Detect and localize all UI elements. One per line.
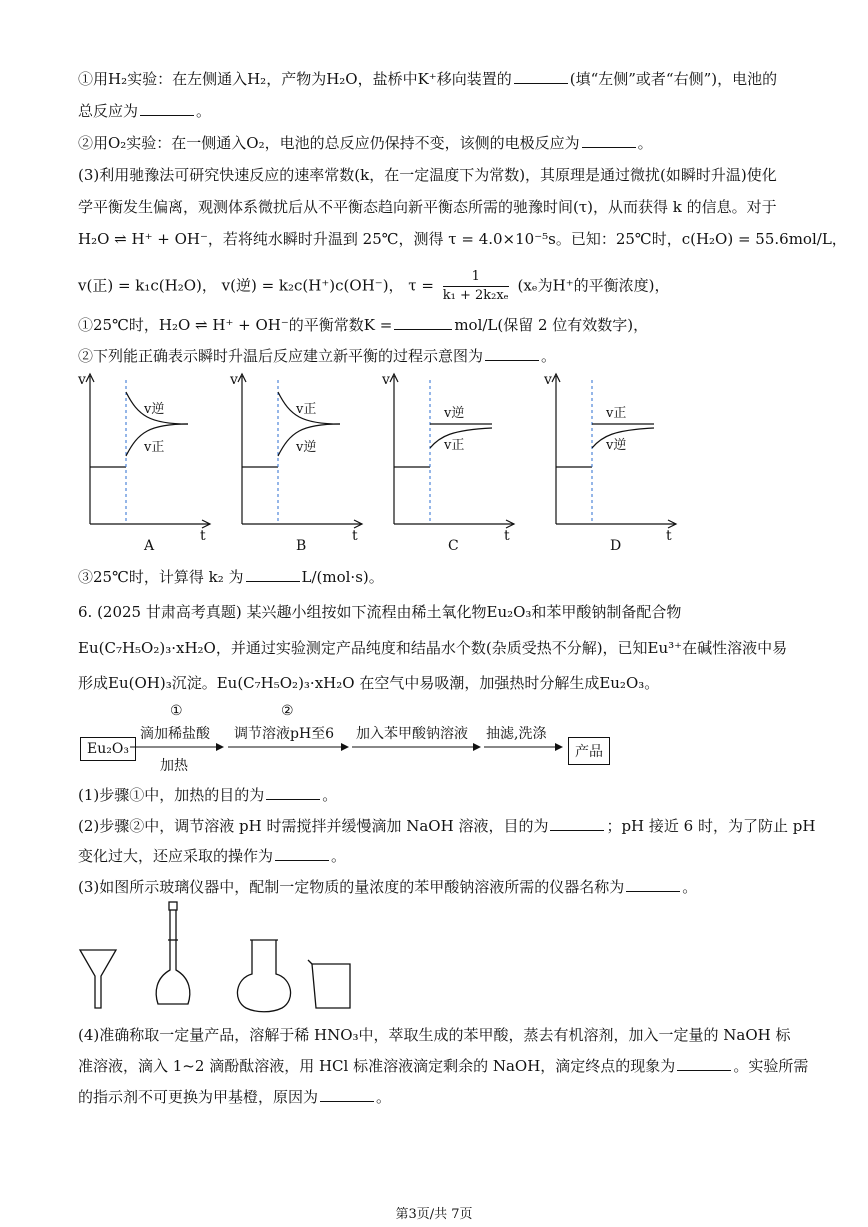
axis-v-label: v (544, 372, 552, 388)
axis-v-label: v (78, 372, 86, 388)
answer-blank[interactable] (140, 101, 194, 116)
answer-blank[interactable] (550, 816, 604, 831)
axis-t-label: t (666, 528, 672, 544)
q-line-10: ③25℃时，计算得 k₂ 为 L/(mol·s)。 (78, 568, 384, 586)
q-line-16: 变化过大，还应采取的操作为 。 (78, 847, 347, 865)
q-line-3: ②用O₂实验：在一侧通入O₂，电池的总反应仍保持不变，该侧的电极反应为 。 (78, 134, 653, 152)
lower-curve-label: v逆 (606, 438, 627, 453)
upper-curve-label: v正 (296, 402, 317, 417)
funnel-icon (80, 950, 116, 1008)
lower-curve-label: v逆 (296, 440, 317, 455)
beaker-icon (308, 960, 350, 1008)
answer-blank[interactable] (626, 877, 680, 892)
answer-blank[interactable] (394, 315, 452, 330)
answer-blank[interactable] (246, 567, 300, 582)
q-line-5: 学平衡发生偏离，观测体系微扰后从不平衡态趋向新平衡态所需的驰豫时间(τ)，从而获得 k 的信息。对于 (78, 198, 777, 216)
axis-t-label: t (352, 528, 358, 544)
answer-blank[interactable] (677, 1056, 731, 1071)
q-line-15: (2)步骤②中，调节溶液 pH 时需搅拌并缓慢滴加 NaOH 溶液，目的为 ；pH 接近 6 时，为了防止 pH (78, 817, 816, 835)
answer-blank[interactable] (320, 1087, 374, 1102)
lower-curve-label: v正 (144, 440, 165, 455)
flow-step2-num: ② (281, 703, 294, 719)
graph-D (544, 372, 688, 558)
volumetric-flask-icon (156, 902, 190, 1004)
tau-fraction: $\frac{1}{\text{k₁ + 2k₂xₑ}}$ (442, 269, 509, 303)
page-footer: 第3页/共 7页 (395, 1207, 473, 1222)
graph-letter-label: C (448, 538, 459, 554)
glassware-illustration (76, 900, 376, 1015)
graph-A (78, 372, 222, 558)
answer-blank[interactable] (266, 785, 320, 800)
q-line-20: 的指示剂不可更换为甲基橙，原因为 。 (78, 1088, 392, 1106)
q-line-4: (3)利用驰豫法可研究快速反应的速率常数(k，在一定温度下为常数)，其原理是通过微扰(如瞬时升温)使化 (78, 166, 777, 184)
axis-t-label: t (504, 528, 510, 544)
answer-blank[interactable] (275, 846, 329, 861)
answer-blank[interactable] (582, 133, 636, 148)
q-line-6: H₂O ⇌ H⁺ + OH⁻，若将纯水瞬时升温到 25℃，测得 τ = 4.0×10⁻⁵s。已知：25℃时，c(H₂O) = 55.6mol/L， (78, 230, 847, 248)
q-line-14: (1)步骤①中，加热的目的为 。 (78, 786, 338, 804)
q-line-18: (4)准确称取一定量产品，溶解于稀 HNO₃中，萃取生成的苯甲酸，蒸去有机溶剂，加入一定量的 NaOH 标 (78, 1026, 791, 1044)
q-line-7: v(正) = k₁c(H₂O)， v(逆) = k₂c(H⁺)c(OH⁻)， τ = $\frac{1}{\text{k₁ + 2k₂xₑ}}$ (xₑ为H⁺的平衡浓度)， (78, 269, 670, 303)
flow-step4-top: 抽滤,洗涤 (486, 726, 547, 742)
answer-blank[interactable] (485, 346, 539, 361)
flow-step1-num: ① (170, 703, 183, 719)
upper-curve-label: v逆 (444, 406, 465, 421)
q-line-11: 6. (2025 甘肃高考真题) 某兴趣小组按如下流程由稀土氧化物Eu₂O₃和苯甲酸钠制备配合物 (78, 603, 682, 621)
q-line-13: 形成Eu(OH)₃沉淀。Eu(C₇H₅O₂)₃·xH₂O 在空气中易吸潮，加强热时分解生成Eu₂O₃。 (78, 674, 660, 692)
q-line-17: (3)如图所示玻璃仪器中，配制一定物质的量浓度的苯甲酸钠溶液所需的仪器名称为 。 (78, 878, 698, 896)
flow-step3-top: 加入苯甲酸钠溶液 (356, 726, 468, 742)
axis-t-label: t (200, 528, 206, 544)
lower-curve-label: v正 (444, 438, 465, 453)
q-line-12: Eu(C₇H₅O₂)₃·xH₂O，并通过实验测定产品纯度和结晶水个数(杂质受热不分解)，已知Eu³⁺在碱性溶液中易 (78, 639, 788, 657)
flow-end-box: 产品 (568, 737, 610, 765)
upper-curve-label: v正 (606, 406, 627, 421)
axis-v-label: v (230, 372, 238, 388)
flow-step2-top: 调节溶液pH至6 (234, 726, 335, 742)
graph-letter-label: A (144, 538, 155, 554)
graph-B (230, 372, 374, 558)
q-line-2: 总反应为 。 (78, 102, 212, 120)
q-line-8: ①25℃时，H₂O ⇌ H⁺ + OH⁻的平衡常数K = mol/L(保留 2 位有效数字)， (78, 316, 649, 334)
process-flow (78, 703, 638, 783)
answer-blank[interactable] (514, 69, 568, 84)
graph-C (382, 372, 526, 558)
round-bottom-flask-icon (237, 940, 290, 1012)
axis-v-label: v (382, 372, 390, 388)
q-line-1: ①用H₂实验：在左侧通入H₂，产物为H₂O，盐桥中K⁺移向装置的 (填“左侧”或者“右侧”)，电池的 (78, 70, 778, 88)
q-line-9: ②下列能正确表示瞬时升温后反应建立新平衡的过程示意图为 。 (78, 347, 557, 365)
flow-step1-top: 滴加稀盐酸 (140, 726, 210, 742)
q-line-19: 准溶液，滴入 1~2 滴酚酞溶液，用 HCl 标准溶液滴定剩余的 NaOH，滴定终点的现象为 。实验所需 (78, 1057, 809, 1075)
graph-letter-label: B (296, 538, 307, 554)
upper-curve-label: v逆 (144, 402, 165, 417)
graph-letter-label: D (610, 538, 622, 554)
flow-step1-bottom: 加热 (160, 758, 188, 774)
flow-start-box: Eu₂O₃ (80, 737, 136, 761)
